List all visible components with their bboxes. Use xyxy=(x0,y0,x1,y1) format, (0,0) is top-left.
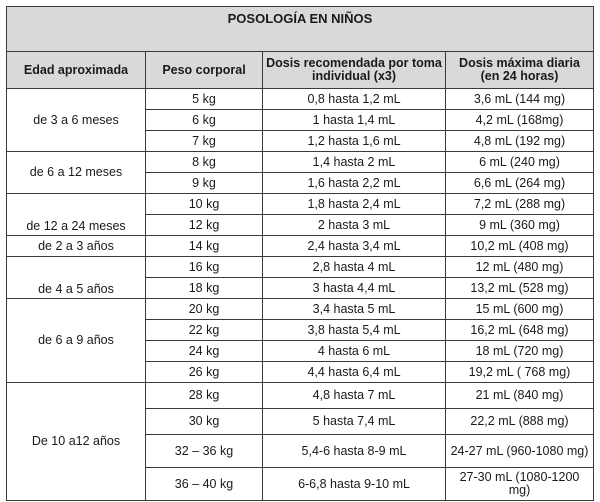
table-row xyxy=(7,236,594,257)
max-dose-cell: 10,2 mL (408 mg) xyxy=(446,236,594,257)
dose-cell: 4,8 hasta 7 mL xyxy=(263,383,446,409)
dosage-table xyxy=(6,6,594,501)
header-dose: Dosis recomendada por toma individual (x3) xyxy=(263,52,446,89)
table-title: POSOLOGÍA EN NIÑOS xyxy=(7,7,594,52)
dose-cell: 1,8 hasta 2,4 mL xyxy=(263,194,446,215)
dose-cell: 3,8 hasta 5,4 mL xyxy=(263,320,446,341)
header-weight: Peso corporal xyxy=(146,52,263,89)
dose-cell: 2 hasta 3 mL xyxy=(263,215,446,236)
weight-cell: 5 kg xyxy=(146,89,263,110)
table-row xyxy=(7,152,594,173)
table-row xyxy=(7,383,594,409)
max-dose-cell: 3,6 mL (144 mg) xyxy=(446,89,594,110)
table-row xyxy=(7,257,594,278)
max-dose-cell: 21 mL (840 mg) xyxy=(446,383,594,409)
max-dose-cell: 4,8 mL (192 mg) xyxy=(446,131,594,152)
max-dose-cell: 9 mL (360 mg) xyxy=(446,215,594,236)
dosage-table-container xyxy=(6,6,594,501)
weight-cell: 22 kg xyxy=(146,320,263,341)
table-row xyxy=(7,89,594,110)
weight-cell: 30 kg xyxy=(146,409,263,435)
header-age: Edad aproximada xyxy=(7,52,146,89)
dose-cell: 1,6 hasta 2,2 mL xyxy=(263,173,446,194)
weight-cell: 12 kg xyxy=(146,215,263,236)
max-dose-cell: 12 mL (480 mg) xyxy=(446,257,594,278)
dose-cell: 5,4-6 hasta 8-9 mL xyxy=(263,435,446,468)
max-dose-cell: 6,6 mL (264 mg) xyxy=(446,173,594,194)
weight-cell: 9 kg xyxy=(146,173,263,194)
table-row xyxy=(7,194,594,215)
dose-cell: 6-6,8 hasta 9-10 mL xyxy=(263,468,446,501)
dose-cell: 4,4 hasta 6,4 mL xyxy=(263,362,446,383)
max-dose-cell: 18 mL (720 mg) xyxy=(446,341,594,362)
age-group-cell: de 6 a 12 meses xyxy=(7,152,146,194)
weight-cell: 7 kg xyxy=(146,131,263,152)
max-dose-cell: 6 mL (240 mg) xyxy=(446,152,594,173)
weight-cell: 20 kg xyxy=(146,299,263,320)
age-group-cell: de 4 a 5 años xyxy=(7,257,146,299)
weight-cell: 26 kg xyxy=(146,362,263,383)
age-group-cell: de 6 a 9 años xyxy=(7,299,146,383)
age-group-cell: De 10 a12 años xyxy=(7,383,146,501)
dose-cell: 5 hasta 7,4 mL xyxy=(263,409,446,435)
weight-cell: 24 kg xyxy=(146,341,263,362)
weight-cell: 32 – 36 kg xyxy=(146,435,263,468)
weight-cell: 18 kg xyxy=(146,278,263,299)
weight-cell: 10 kg xyxy=(146,194,263,215)
max-dose-cell: 7,2 mL (288 mg) xyxy=(446,194,594,215)
dose-cell: 1,2 hasta 1,6 mL xyxy=(263,131,446,152)
weight-cell: 36 – 40 kg xyxy=(146,468,263,501)
dose-cell: 3 hasta 4,4 mL xyxy=(263,278,446,299)
max-dose-cell: 4,2 mL (168mg) xyxy=(446,110,594,131)
weight-cell: 6 kg xyxy=(146,110,263,131)
table-row xyxy=(7,299,594,320)
dose-cell: 3,4 hasta 5 mL xyxy=(263,299,446,320)
dose-cell: 1,4 hasta 2 mL xyxy=(263,152,446,173)
max-dose-cell: 22,2 mL (888 mg) xyxy=(446,409,594,435)
header-max-daily: Dosis máxima diaria (en 24 horas) xyxy=(446,52,594,89)
age-group-cell: de 12 a 24 meses xyxy=(7,194,146,236)
max-dose-cell: 16,2 mL (648 mg) xyxy=(446,320,594,341)
dose-cell: 4 hasta 6 mL xyxy=(263,341,446,362)
max-dose-cell: 19,2 mL ( 768 mg) xyxy=(446,362,594,383)
dose-cell: 0,8 hasta 1,2 mL xyxy=(263,89,446,110)
max-dose-cell: 24-27 mL (960-1080 mg) xyxy=(446,435,594,468)
weight-cell: 16 kg xyxy=(146,257,263,278)
weight-cell: 28 kg xyxy=(146,383,263,409)
dose-cell: 2,4 hasta 3,4 mL xyxy=(263,236,446,257)
max-dose-cell: 13,2 mL (528 mg) xyxy=(446,278,594,299)
age-group-cell: de 2 a 3 años xyxy=(7,236,146,257)
weight-cell: 14 kg xyxy=(146,236,263,257)
dose-cell: 2,8 hasta 4 mL xyxy=(263,257,446,278)
max-dose-cell: 27-30 mL (1080-1200 mg) xyxy=(446,468,594,501)
dose-cell: 1 hasta 1,4 mL xyxy=(263,110,446,131)
max-dose-cell: 15 mL (600 mg) xyxy=(446,299,594,320)
weight-cell: 8 kg xyxy=(146,152,263,173)
age-group-cell: de 3 a 6 meses xyxy=(7,89,146,152)
